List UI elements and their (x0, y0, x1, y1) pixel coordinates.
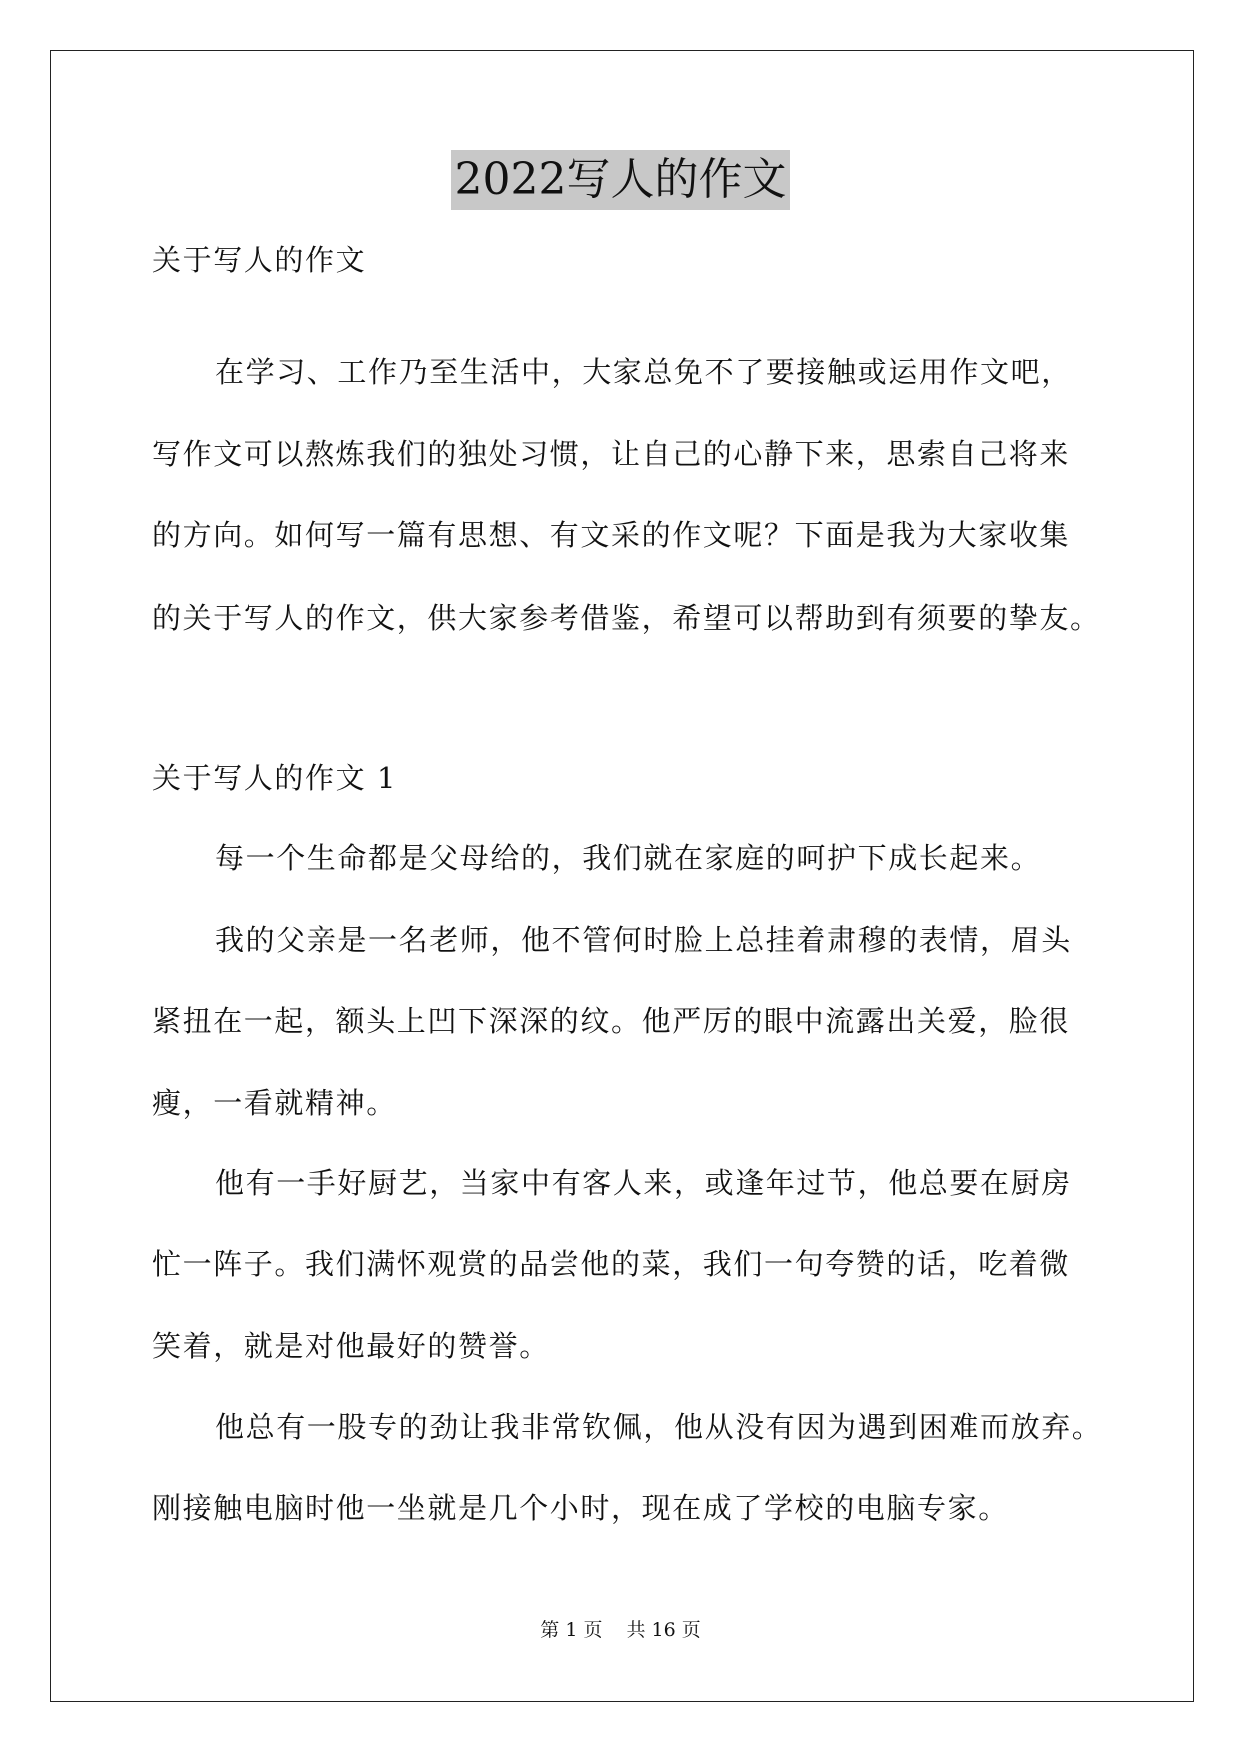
paragraph-line: 紧扭在一起，额头上凹下深深的纹。他严厉的眼中流露出关爱，脸很 (152, 1004, 1071, 1038)
subheading: 关于写人的作文 (152, 243, 367, 277)
paragraph-line: 他总有一股专的劲让我非常钦佩，他从没有因为遇到困难而放弃。 (215, 1410, 1103, 1444)
paragraph-line: 我的父亲是一名老师，他不管何时脸上总挂着肃穆的表情，眉头 (215, 923, 1072, 957)
paragraph-line: 笑着，就是对他最好的赞誉。 (152, 1329, 550, 1363)
paragraph-line: 瘦，一看就精神。 (152, 1086, 397, 1120)
paragraph-line: 写作文可以熬炼我们的独处习惯，让自己的心静下来，思索自己将来 (152, 437, 1071, 471)
paragraph-line: 的方向。如何写一篇有思想、有文采的作文呢？下面是我为大家收集 (152, 518, 1071, 552)
paragraph-line: 他有一手好厨艺，当家中有客人来，或逢年过节，他总要在厨房 (215, 1166, 1072, 1200)
page-total: 共 16 页 (626, 1619, 701, 1641)
paragraph-line: 的关于写人的作文，供大家参考借鉴，希望可以帮助到有须要的挚友。 (152, 601, 1101, 635)
document-title: 2022写人的作文 (451, 150, 791, 210)
paragraph-line: 每一个生命都是父母给的，我们就在家庭的呵护下成长起来。 (215, 841, 1042, 875)
paragraph-line: 刚接触电脑时他一坐就是几个小时，现在成了学校的电脑专家。 (152, 1491, 1009, 1525)
page-footer (0, 1618, 1241, 1642)
section-heading: 关于写人的作文 1 (152, 761, 398, 795)
paragraph-line: 忙一阵子。我们满怀观赏的品尝他的菜，我们一句夸赞的话，吃着微 (152, 1247, 1071, 1281)
paragraph-line: 在学习、工作乃至生活中，大家总免不了要接触或运用作文吧， (215, 355, 1072, 389)
page-number: 第 1 页 (540, 1619, 603, 1641)
title-container (0, 150, 1241, 210)
